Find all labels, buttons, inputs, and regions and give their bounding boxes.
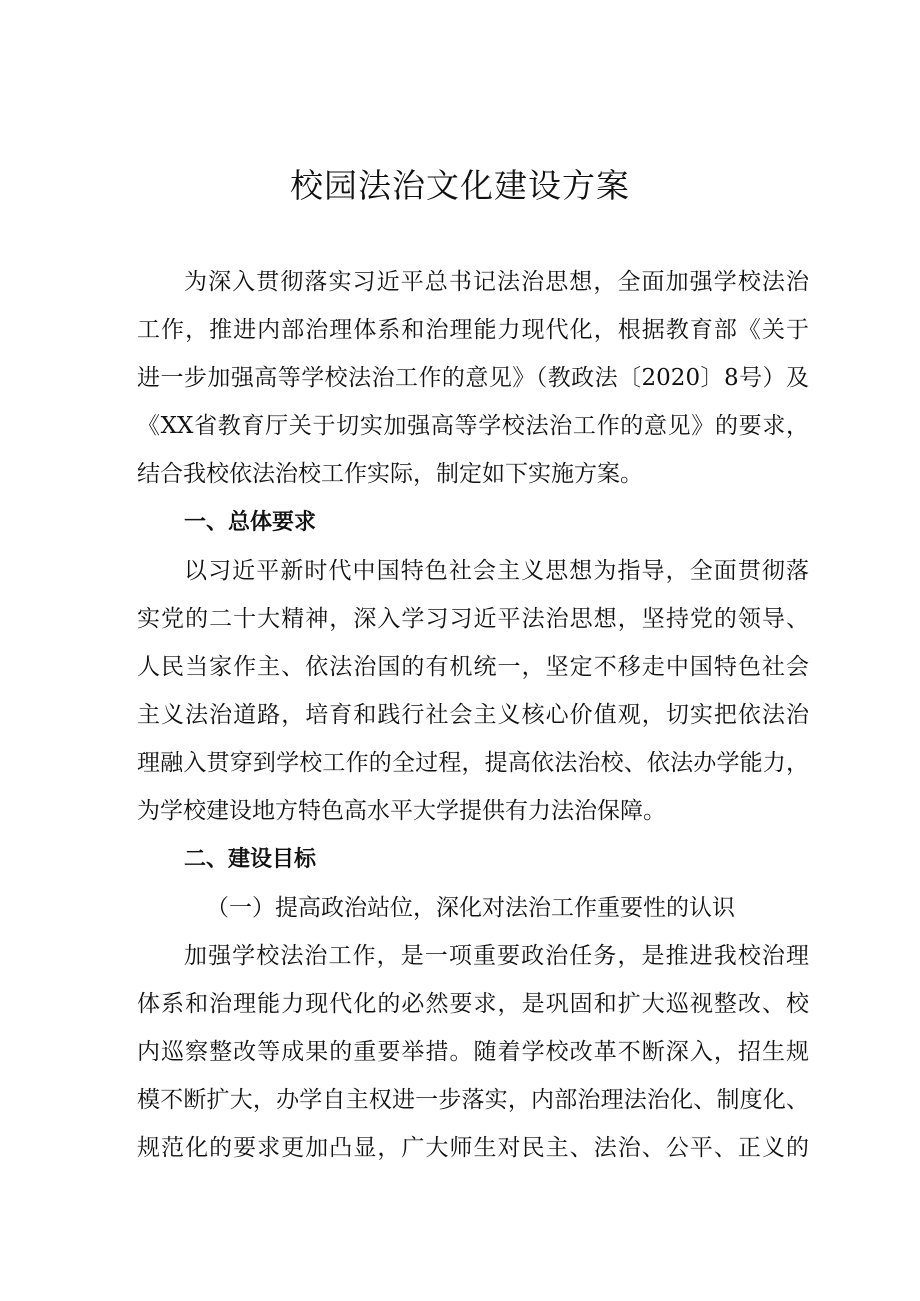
intro-line: 《XX省教育厅关于切实加强高等学校法治工作的意见》的要求， — [137, 413, 809, 439]
section2-line: 规范化的要求更加凸显，广大师生对民主、法治、公平、正义的 — [137, 1135, 809, 1161]
subsection-heading: （一）提高政治站位，深化对法治工作重要性的认识 — [206, 895, 735, 921]
document-title: 校园法治文化建设方案 — [290, 166, 630, 205]
section1-line: 实党的二十大精神，深入学习习近平法治思想，坚持党的领导、 — [137, 606, 809, 632]
section1-line: 人民当家作主、依法治国的有机统一，坚定不移走中国特色社会 — [137, 654, 809, 680]
section-heading-construction-goals: 二、建设目标 — [184, 847, 317, 872]
section2-line: 加强学校法治工作，是一项重要政治任务，是推进我校治理 — [184, 943, 809, 969]
section-heading-general-requirements: 一、总体要求 — [184, 510, 317, 535]
intro-line: 结合我校依法治校工作实际，制定如下实施方案。 — [137, 461, 643, 487]
section1-line: 为学校建设地方特色高水平大学提供有力法治保障。 — [137, 798, 666, 824]
section2-line: 模不断扩大，办学自主权进一步落实，内部治理法治化、制度化、 — [137, 1087, 809, 1113]
section2-line: 内巡察整改等成果的重要举措。随着学校改革不断深入，招生规 — [137, 1039, 809, 1065]
section1-line: 主义法治道路，培育和践行社会主义核心价值观，切实把依法治 — [137, 702, 809, 728]
section2-line: 体系和治理能力现代化的必然要求，是巩固和扩大巡视整改、校 — [137, 991, 809, 1017]
section1-line: 理融入贯穿到学校工作的全过程，提高依法治校、依法办学能力， — [137, 750, 809, 776]
intro-line: 进一步加强高等学校法治工作的意见》（教政法〔2020〕8号）及 — [137, 365, 809, 391]
intro-line: 为深入贯彻落实习近平总书记法治思想，全面加强学校法治 — [184, 269, 809, 295]
section1-line: 以习近平新时代中国特色社会主义思想为指导，全面贯彻落 — [184, 558, 809, 584]
intro-line: 工作，推进内部治理体系和治理能力现代化，根据教育部《关于 — [137, 317, 809, 343]
